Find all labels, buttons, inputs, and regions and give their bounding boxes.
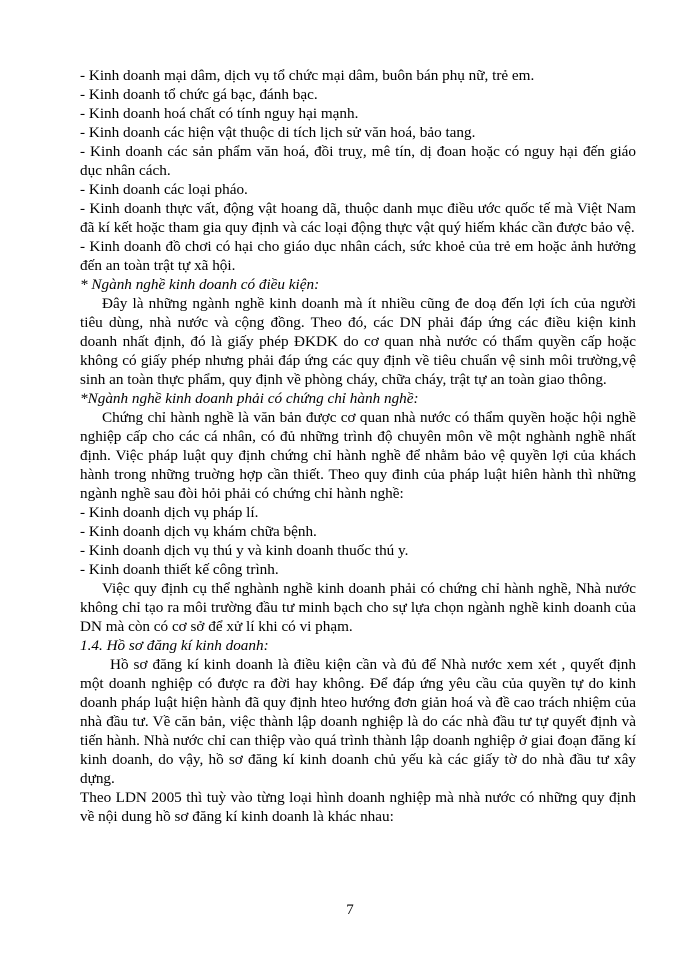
body-paragraph: Hồ sơ đăng kí kinh doanh là điều kiện cần và đủ để Nhà nước xem xét , quyết định một doanh nghiệp có được ra đời hay không. Để đáp ứng yêu cầu của quyền tự do kinh doanh pháp luật hiện hành đã quy định hteo hướng đơn giản hoá và đề cao trách nhiệm của nhà đầu tư. Về căn bản, việc thành lập doanh nghiệp là do các nhà đầu tư tự quyết định và tiến hành. Nhà nước chỉ can thiệp vào quá trình thành lập doanh nghiệp ở giai đoạn đăng kí kinh doanh, do vậy, hồ sơ đăng kí kinh doanh chủ yếu kà các giấy tờ do nhà đầu tư xây dựng. [80, 656, 636, 787]
section-heading-registration-dossier: 1.4. Hồ sơ đăng kí kinh doanh: [80, 637, 269, 654]
bullet-item: - Kinh doanh các sản phẩm văn hoá, đồi truỵ, mê tín, dị đoan hoặc có nguy hại đến giáo dục nhân cách. [80, 143, 636, 179]
page-number: 7 [346, 902, 354, 918]
section-heading-practice-certificate: *Ngành nghề kinh doanh phải có chứng chỉ hành nghề: [80, 390, 419, 407]
bullet-item: - Kinh doanh hoá chất có tính nguy hại mạnh. [80, 105, 359, 122]
bullet-item: - Kinh doanh các hiện vật thuộc di tích lịch sử văn hoá, bảo tang. [80, 124, 476, 141]
bullet-item: - Kinh doanh các loại pháo. [80, 181, 248, 198]
bullet-item: - Kinh doanh dịch vụ khám chữa bệnh. [80, 523, 317, 540]
body-paragraph: Việc quy định cụ thể nghành nghề kinh doanh phải có chứng chỉ hành nghề, Nhà nước không chỉ tạo ra môi trường đầu tư minh bạch cho sự lựa chọn ngành nghề kinh doanh của DN mà còn có cơ sở để xử lí khi có vi phạm. [80, 580, 636, 635]
body-paragraph: Đây là những ngành nghề kinh doanh mà ít nhiều cũng đe doạ đến lợi ích của người tiêu dùng, nhà nước và cộng đồng. Theo đó, các DN phải đáp ứng các điều kiện kinh doanh nhất định, đó là giấy phép ĐKDK do cơ quan nhà nước có thẩm quyền cấp hoặc không có giấy phép nhưng phải đáp ứng các quy định về tiêu chuẩn vệ sinh môi trường,vệ sinh an toàn thực phẩm, quy định về phòng cháy, chữa cháy, trật tự an toàn giao thông. [80, 295, 636, 388]
bullet-item: - Kinh doanh thiết kế công trình. [80, 561, 279, 578]
body-paragraph: Theo LDN 2005 thì tuỳ vào từng loại hình doanh nghiệp mà nhà nước có những quy định về nội dung hồ sơ đăng kí kinh doanh là khác nhau: [80, 789, 636, 825]
bullet-item: - Kinh doanh dịch vụ thú y và kinh doanh thuốc thú y. [80, 542, 409, 559]
bullet-item: - Kinh doanh tổ chức gá bạc, đánh bạc. [80, 86, 318, 103]
section-heading-conditional-business: * Ngành nghề kinh doanh có điều kiện: [80, 276, 320, 293]
bullet-item: - Kinh doanh đồ chơi có hại cho giáo dục nhân cách, sức khoẻ của trẻ em hoặc ảnh hưởng đến an toàn trật tự xã hội. [80, 238, 636, 274]
body-paragraph: Chứng chỉ hành nghề là văn bản được cơ quan nhà nước có thẩm quyền hoặc hội nghề nghiệp cấp cho các cá nhân, có đủ những trình độ chuyên môn về một nghành nghề nhất định. Việc pháp luật quy định chứng chỉ hành nghề để nhằm bảo vệ quyền lợi của khách hành trong những truờng hợp cần thiết. Theo quy đinh của pháp luật hiên hành thì những ngành nghề sau đòi hỏi phải có chứng chỉ hành nghề: [80, 409, 636, 502]
bullet-item: - Kinh doanh dịch vụ pháp lí. [80, 504, 259, 521]
bullet-item: - Kinh doanh mại dâm, dịch vụ tổ chức mại dâm, buôn bán phụ nữ, trẻ em. [80, 67, 535, 84]
bullet-item: - Kinh doanh thực vất, động vật hoang dã, thuộc danh mục điều ước quốc tế mà Việt Nam đã kí kết hoặc tham gia quy định và các loại động thực vật quý hiếm khác cần được bảo vệ. [80, 200, 636, 236]
document-body [80, 66, 636, 826]
